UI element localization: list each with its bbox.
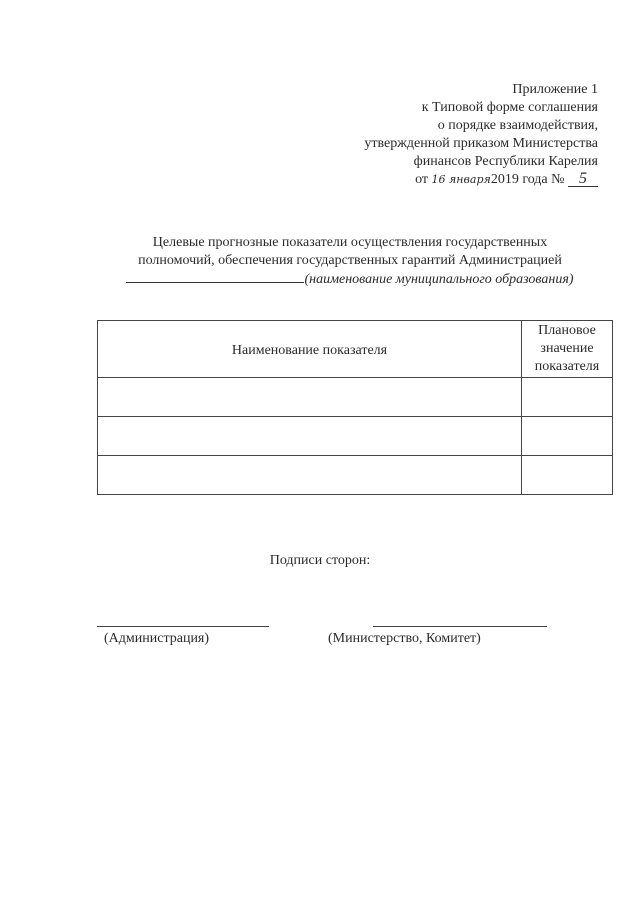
title-line-3 xyxy=(60,270,640,289)
appendix-line-4: утвержденной приказом Министерства xyxy=(364,136,598,151)
indicators-table xyxy=(97,320,613,495)
appendix-line-3: о порядке взаимодействия, xyxy=(437,118,598,133)
header-indicator-name: Наименование показателя xyxy=(98,321,522,378)
signature-label-administration: (Администрация) xyxy=(104,631,210,646)
municipality-blank[interactable] xyxy=(126,270,304,283)
handwritten-number: 5 xyxy=(568,171,598,187)
table-row xyxy=(98,456,613,495)
signature-line-ministry[interactable] xyxy=(373,626,547,627)
signatures-heading: Подписи сторон: xyxy=(269,553,371,568)
indicator-name-cell[interactable] xyxy=(98,378,522,417)
document-title xyxy=(60,234,640,289)
signature-label-ministry: (Министерство, Комитет) xyxy=(328,631,481,646)
appendix-date-line xyxy=(364,171,598,189)
indicator-value-cell[interactable] xyxy=(522,456,613,495)
indicator-name-cell[interactable] xyxy=(98,456,522,495)
handwritten-date: 16 января xyxy=(431,173,491,186)
indicator-value-cell[interactable] xyxy=(522,378,613,417)
signature-line-administration[interactable] xyxy=(97,626,269,627)
title-line-2: полномочий, обеспечения государственных гарантий Администрацией xyxy=(138,253,562,268)
table-header-row xyxy=(98,321,613,378)
header-planned-value: Плановое значение показателя xyxy=(522,321,613,378)
title-line-1: Целевые прогнозные показатели осуществления государственных xyxy=(152,235,548,250)
appendix-header xyxy=(364,81,598,189)
appendix-line-2: к Типовой форме соглашения xyxy=(421,100,598,115)
indicator-value-cell[interactable] xyxy=(522,417,613,456)
date-year: 2019 года № xyxy=(490,172,565,187)
municipality-hint: (наименование муниципального образования) xyxy=(304,272,574,287)
table-row xyxy=(98,417,613,456)
appendix-line-5: финансов Республики Карелия xyxy=(413,154,598,169)
date-prefix: от xyxy=(415,172,428,187)
appendix-title: Приложение 1 xyxy=(512,82,598,97)
table-row xyxy=(98,378,613,417)
indicator-name-cell[interactable] xyxy=(98,417,522,456)
